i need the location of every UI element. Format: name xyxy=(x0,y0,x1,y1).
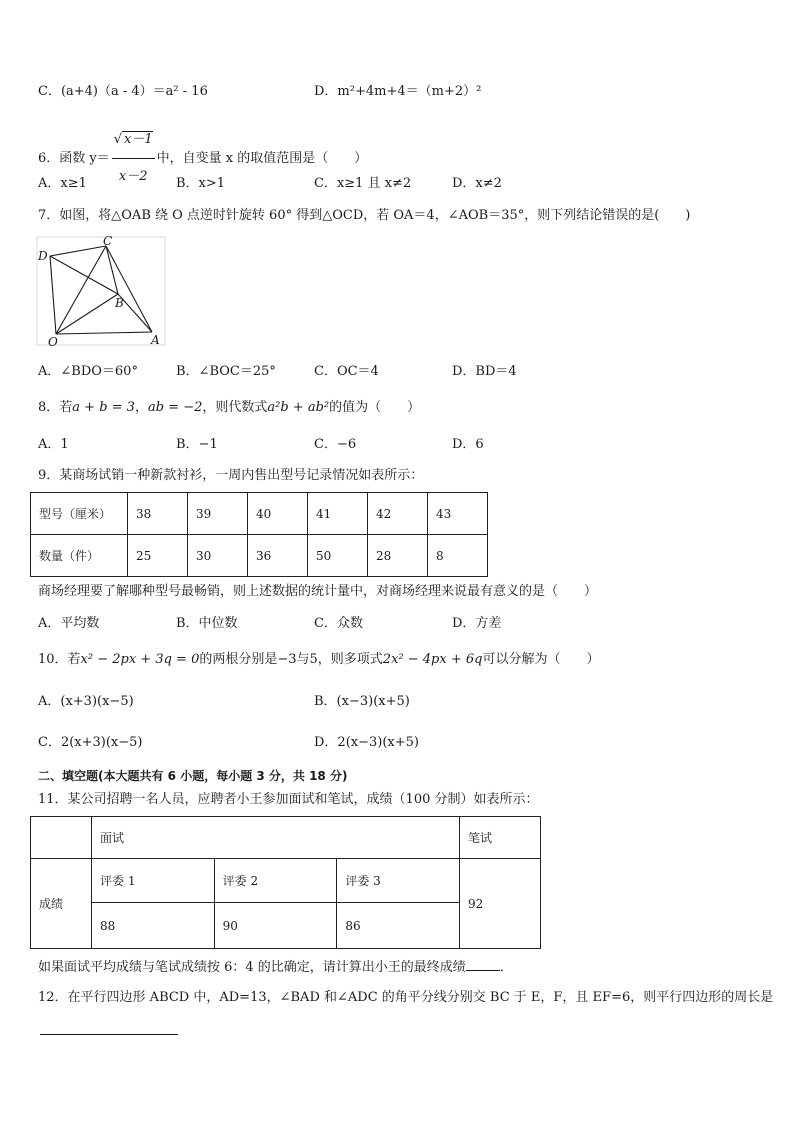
q7-option-a: A．∠BDO＝60° xyxy=(38,364,138,379)
section-2-title: 二、填空题(本大题共有 6 小题，每小题 3 分，共 18 分) xyxy=(38,769,348,783)
q9-cell: 42 xyxy=(368,493,428,535)
q11-cell-judge: 评委 1 xyxy=(92,859,215,903)
label-o: O xyxy=(48,335,58,348)
seg-cb xyxy=(106,246,118,294)
q11-followup-text: 如果面试平均成绩与笔试成绩按 6：4 的比确定，请计算出小王的最终成绩 xyxy=(38,960,466,975)
q11-cell-score: 90 xyxy=(214,903,337,949)
q12-stem: 12．在平行四边形 ABCD 中，AD=13，∠BAD 和∠ADC 的角平分线分别交 BC 于 E，F，且 EF=6，则平行四边形的周长是 xyxy=(38,990,774,1005)
q8-condition-2: ab = −2 xyxy=(147,400,203,415)
q9-table-row xyxy=(31,493,488,535)
q8-suffix: 的值为（ ） xyxy=(329,400,421,415)
q10-option-c: C．2(x+3)(x−5) xyxy=(38,735,143,750)
q6-option-b: B．x>1 xyxy=(176,176,226,191)
q11-cell-score: 88 xyxy=(92,903,215,949)
q11-cell-written-score: 92 xyxy=(460,859,541,949)
q10-prefix: 10．若 xyxy=(38,652,81,667)
q6-numerator: x－1 xyxy=(124,132,153,147)
q8-expression: a²b + ab² xyxy=(267,400,330,415)
q8-option-d: D．6 xyxy=(452,437,484,452)
q8-option-b: B．−1 xyxy=(176,437,218,452)
q8-prefix: 8．若 xyxy=(38,400,73,415)
q11-cell-score: 86 xyxy=(337,903,460,949)
q11-cell-written: 笔试 xyxy=(460,817,541,859)
seg-oa xyxy=(56,332,152,334)
seg-ca xyxy=(106,246,152,332)
q6-suffix: 中，自变量 x 的取值范围是（ ） xyxy=(156,151,368,166)
q8-option-a: A．1 xyxy=(38,437,69,452)
q7-figure xyxy=(36,236,168,348)
q6-prefix: 6．函数 y＝ xyxy=(38,151,110,166)
q11-answer-blank[interactable] xyxy=(466,958,500,971)
q9-cell: 40 xyxy=(248,493,308,535)
q6-option-d: D．x≠2 xyxy=(452,176,502,191)
q6-fraction: $\frac{√ x-1}{x-2}$ xyxy=(112,122,155,195)
q9-table xyxy=(30,492,488,577)
q6-denominator: x－2 xyxy=(118,169,148,184)
q8-stem xyxy=(38,400,420,416)
q9-stem: 9．某商场试销一种新款衬衫，一周内售出型号记录情况如表所示： xyxy=(38,468,424,483)
q9-cell-header: 型号（厘米） xyxy=(31,493,128,535)
q10-suffix: 可以分解为（ ） xyxy=(482,652,600,667)
q11-table xyxy=(30,816,541,949)
q8-mid: ，则代数式 xyxy=(202,400,268,415)
q6-option-c: C．x≥1 且 x≠2 xyxy=(314,176,412,191)
seg-db xyxy=(50,256,118,294)
q11-table-row xyxy=(31,859,541,903)
q11-table-row xyxy=(31,817,541,859)
q9-cell: 39 xyxy=(188,493,248,535)
q7-option-d: D．BD＝4 xyxy=(452,364,517,379)
q10-option-a: A．(x+3)(x−5) xyxy=(38,694,134,709)
q11-stem: 11．某公司招聘一名人员，应聘者小王参加面试和笔试，成绩（100 分制）如表所示： xyxy=(38,792,539,807)
q9-cell: 36 xyxy=(248,535,308,577)
q11-cell-judge: 评委 2 xyxy=(214,859,337,903)
seg-ob xyxy=(56,294,118,334)
q9-option-b: B．中位数 xyxy=(176,616,238,631)
q5-option-c: C．(a+4)（a - 4）＝a² - 16 xyxy=(38,84,208,99)
q9-table-row xyxy=(31,535,488,577)
label-c: C xyxy=(103,236,113,248)
q8-option-c: C．−6 xyxy=(314,437,357,452)
seg-oc xyxy=(56,246,106,334)
q8-separator: ， xyxy=(134,400,148,415)
q9-cell: 50 xyxy=(308,535,368,577)
q10-option-d: D．2(x−3)(x+5) xyxy=(314,735,419,750)
q7-stem: 7．如图，将△OAB 绕 O 点逆时针旋转 60° 得到△OCD，若 OA＝4，∠AOB＝35°，则下列结论错误的是( ) xyxy=(38,208,691,223)
q11-cell-interview: 面试 xyxy=(92,817,460,859)
q9-cell-header: 数量（件） xyxy=(31,535,128,577)
q9-cell: 8 xyxy=(428,535,488,577)
q10-stem xyxy=(38,652,599,668)
q7-option-c: C．OC＝4 xyxy=(314,364,379,379)
q9-option-d: D．方差 xyxy=(452,616,502,631)
q10-polynomial: 2x² − 4px + 6q xyxy=(382,652,483,667)
q9-cell: 43 xyxy=(428,493,488,535)
q10-option-b: B．(x−3)(x+5) xyxy=(314,694,410,709)
q11-cell-blank xyxy=(31,817,92,859)
q9-cell: 28 xyxy=(368,535,428,577)
q11-cell-judge: 评委 3 xyxy=(337,859,460,903)
label-b: B xyxy=(115,296,124,310)
q9-cell: 38 xyxy=(128,493,188,535)
seg-dc xyxy=(50,246,106,256)
label-a: A xyxy=(151,333,160,347)
q8-condition-1: a + b = 3 xyxy=(72,400,135,415)
q9-cell: 30 xyxy=(188,535,248,577)
q6-option-a: A．x≥1 xyxy=(38,176,87,191)
q9-cell: 25 xyxy=(128,535,188,577)
seg-od xyxy=(50,256,56,334)
q10-equation: x² − 2px + 3q = 0 xyxy=(80,652,200,667)
q11-cell-score-label: 成绩 xyxy=(31,859,92,949)
label-d: D xyxy=(38,249,48,263)
q10-mid: 的两根分别是−3与5，则多项式 xyxy=(199,652,383,667)
q7-option-b: B．∠BOC＝25° xyxy=(176,364,276,379)
q11-followup-end: ． xyxy=(499,960,513,975)
q9-option-a: A．平均数 xyxy=(38,616,100,631)
q9-cell: 41 xyxy=(308,493,368,535)
q12-answer-blank[interactable] xyxy=(40,1034,178,1035)
q11-followup xyxy=(38,958,513,976)
q9-followup: 商场经理要了解哪种型号最畅销，则上述数据的统计量中，对商场经理来说最有意义的是（ ） xyxy=(38,584,598,599)
q5-option-d: D．m²+4m+4＝（m+2）² xyxy=(314,84,482,99)
q9-option-c: C．众数 xyxy=(314,616,363,631)
